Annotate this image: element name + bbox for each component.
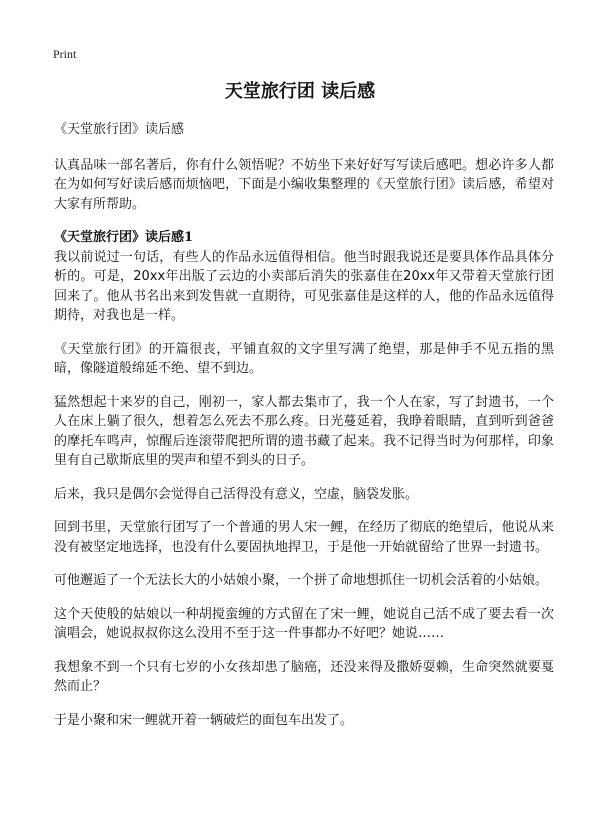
print-link[interactable]: Print <box>53 47 77 61</box>
paragraph: 我以前说过一句话，有些人的作品永远值得相信。他当时跟我说还是要具体作品具体分析的。可是，20xx年出版了云边的小卖部后消失的张嘉佳在20xx年又带着天堂旅行团回来了。他从书名出来到发售就一直期待，可见张嘉佳是这样的人，他的作品永远值得期待，对我也是一样。 <box>54 249 554 323</box>
section-heading: 《天堂旅行团》读后感1 <box>54 230 194 245</box>
paragraph: 可他邂逅了一个无法长大的小姑娘小聚，一个拼了命地想抓住一切机会活着的小姑娘。 <box>54 573 549 588</box>
paragraph: 《天堂旅行团》的开篇很丧，平铺直叙的文字里写满了绝望，那是伸手不见五指的黑暗，像隧道般绵延不绝、望不到边。 <box>54 341 554 376</box>
intro-paragraph: 认真品味一部名著后，你有什么领悟呢？不妨坐下来好好写写读后感吧。想必许多人都在为如何写好读后感而烦恼吧，下面是小编收集整理的《天堂旅行团》读后感，希望对大家有所帮助。 <box>54 157 554 212</box>
article-body <box>54 120 554 744</box>
paragraph: 我想象不到一个只有七岁的小女孩却患了脑癌，还没来得及撒娇耍赖，生命突然就要戛然而止？ <box>54 659 554 694</box>
paragraph: 后来，我只是偶尔会觉得自己活得没有意义，空虚，脑袋发胀。 <box>54 486 419 502</box>
paragraph: 回到书里，天堂旅行团写了一个普通的男人宋一鲤，在经历了彻底的绝望后，他说从来没有被坚定地选择，也没有什么要固执地捍卫，于是他一开始就留给了世界一封遗书。 <box>54 520 554 555</box>
article-subtitle: 《天堂旅行团》读后感 <box>54 122 185 137</box>
paragraph: 猛然想起十来岁的自己，刚初一，家人都去集市了，我一个人在家，写了封遗书，一个人在床上躺了很久，想着怎么死去不那么疼。日光蔓延着，我睁着眼睛，直到听到爸爸的摩托车鸣声，惊醒后连滚带爬把所谓的遗书藏了起来。我不记得当时为何那样，印象里有自己歇斯底里的哭声和望不到头的日子。 <box>54 394 554 468</box>
paragraph: 于是小聚和宋一鲤就开着一辆破烂的面包车出发了。 <box>54 712 354 728</box>
paragraph: 这个天使般的姑娘以一种胡搅蛮缠的方式留在了宋一鲤，她说自己活不成了要去看一次演唱会，她说叔叔你这么没用不至于这一件事都办不好吧？她说…… <box>54 606 554 641</box>
page-title: 天堂旅行团 读后感 <box>224 81 376 102</box>
